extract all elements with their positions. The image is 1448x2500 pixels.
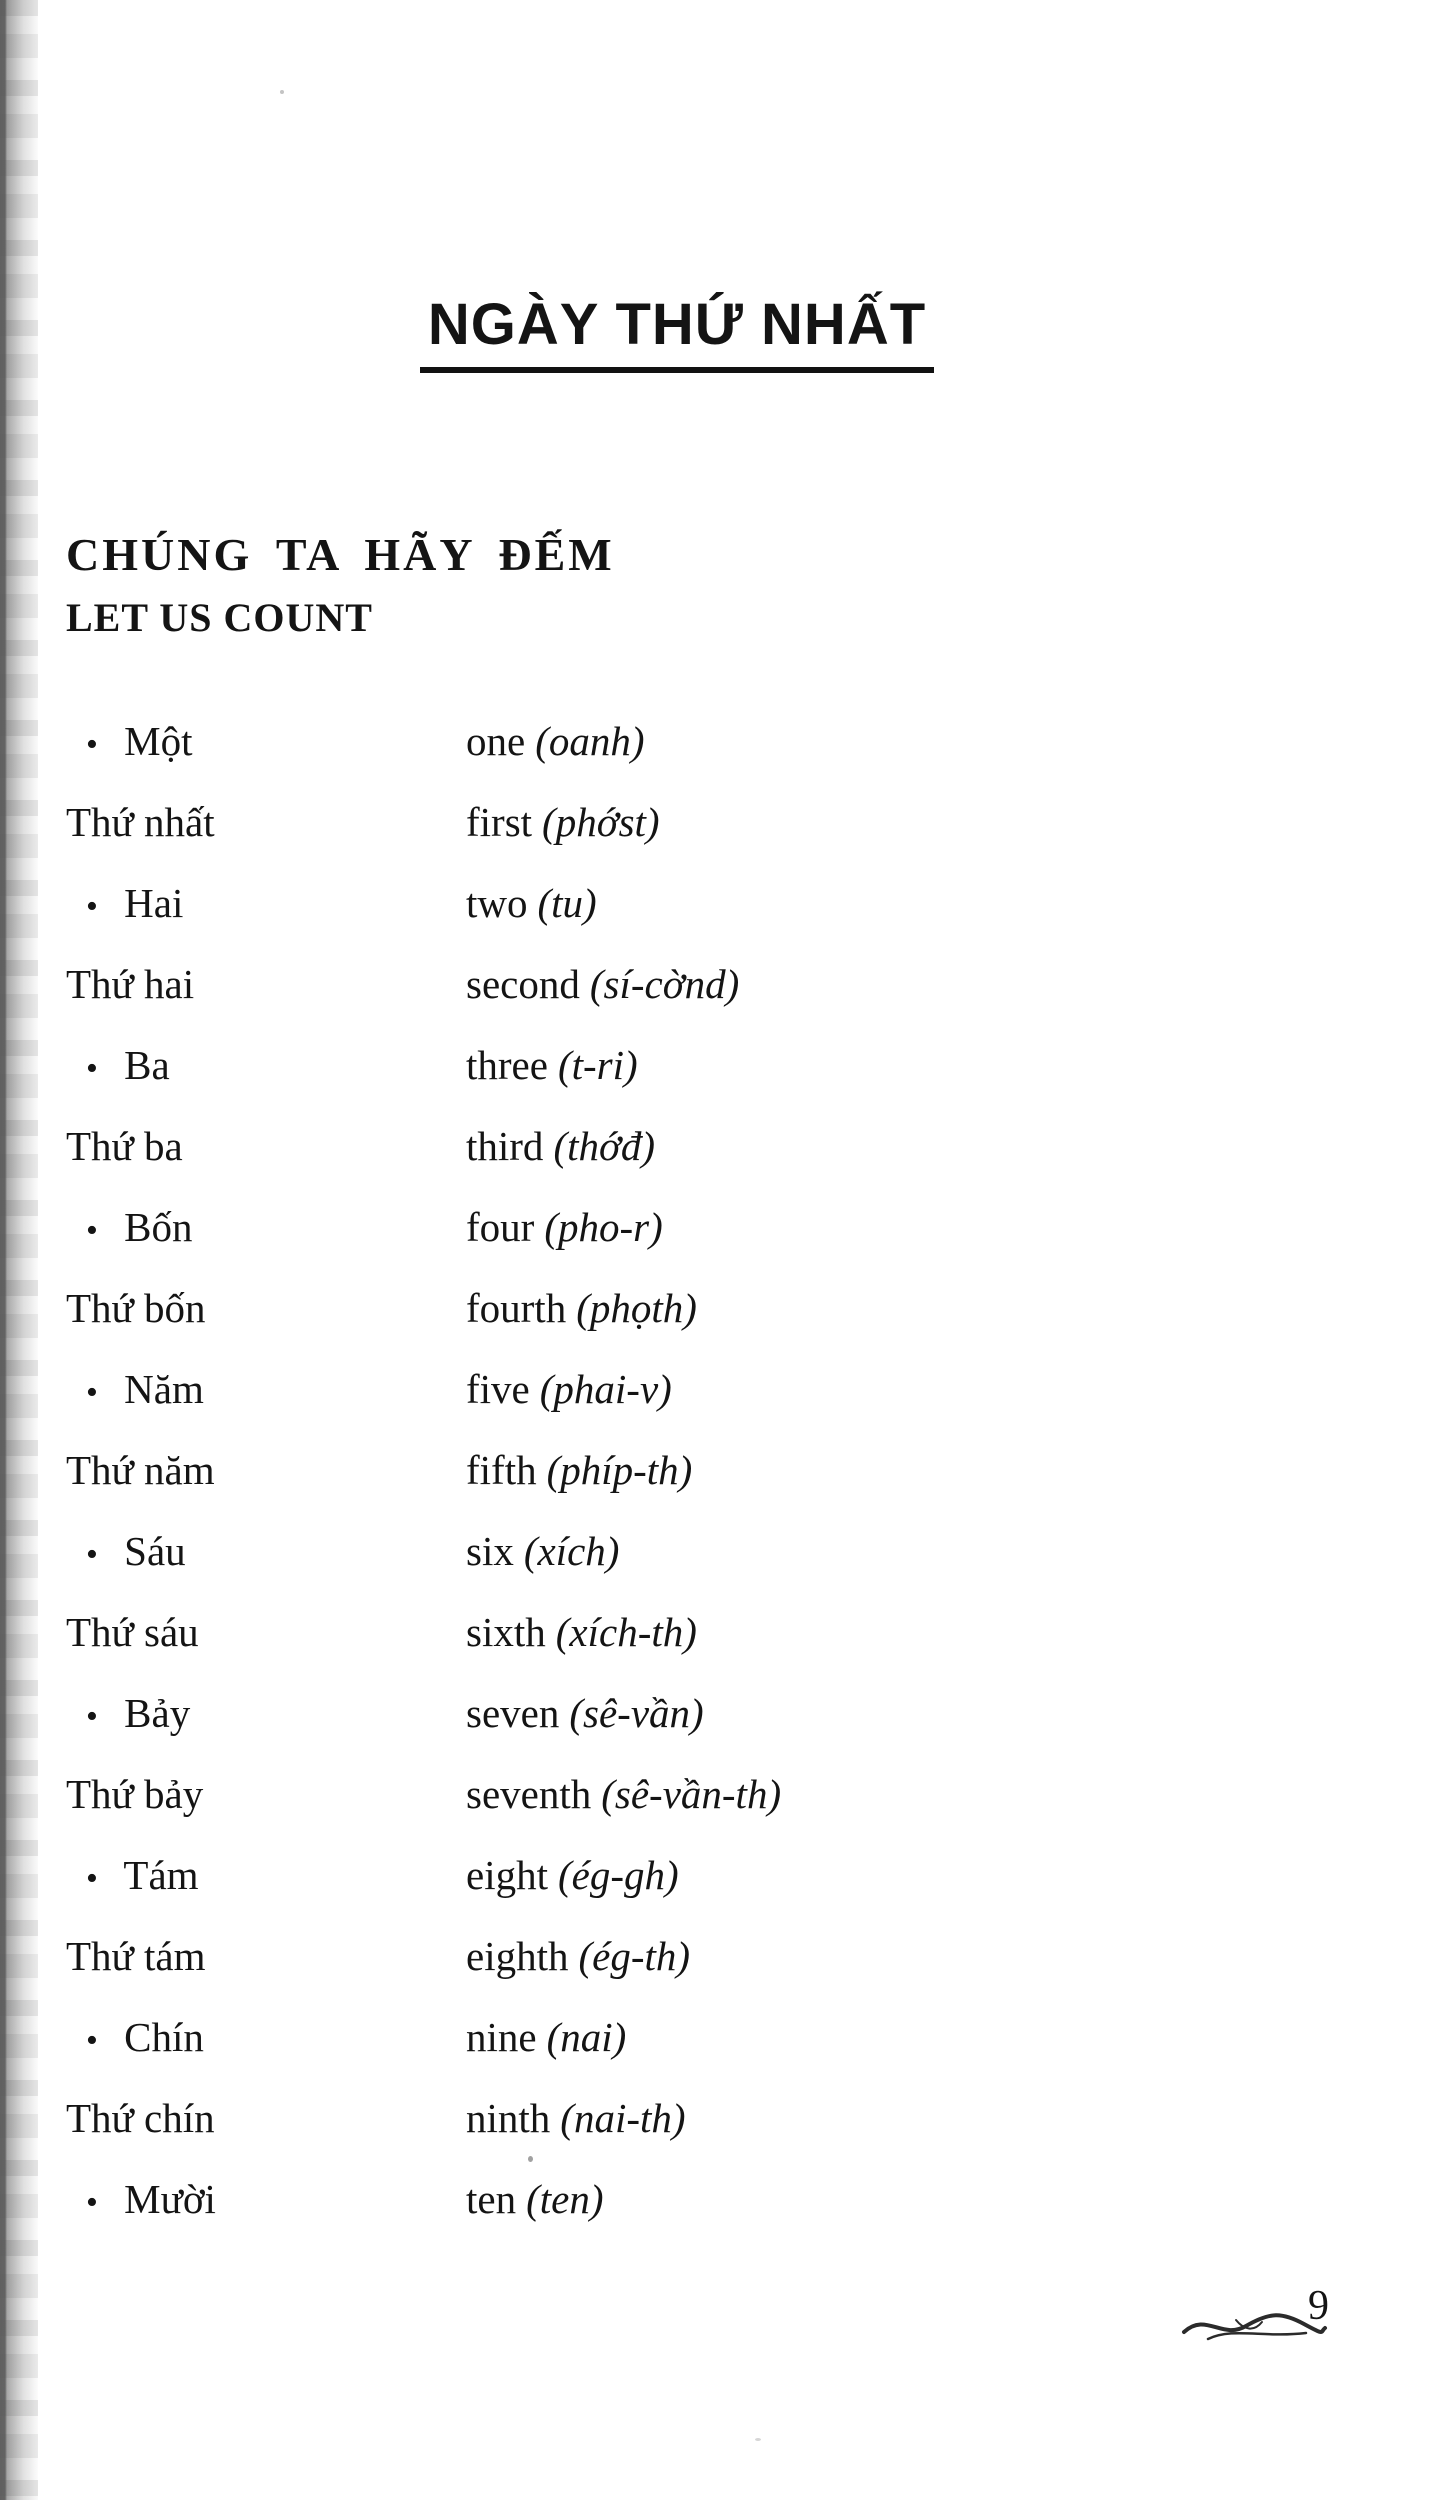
list-item (66, 1267, 1066, 1348)
list-item (66, 1996, 1066, 2077)
bullet-icon: • (86, 2022, 98, 2060)
list-item (66, 1024, 1066, 1105)
vietnamese-column (66, 960, 466, 1008)
vietnamese-word: Thứ chín (66, 2094, 215, 2141)
english-column (466, 717, 645, 765)
vietnamese-word: Thứ hai (66, 960, 195, 1007)
vietnamese-column (66, 1041, 466, 1089)
pronunciation: (phớst) (542, 798, 660, 845)
english-word: eighth (466, 1932, 569, 1979)
vietnamese-word: Thứ tám (66, 1932, 206, 1979)
vietnamese-column (66, 1365, 466, 1413)
pronunciation: (sê-vần-th) (601, 1770, 782, 1817)
vietnamese-column (66, 1689, 466, 1737)
vietnamese-column (66, 2175, 466, 2223)
english-word: one (466, 717, 526, 764)
section-title-english: LET US COUNT (66, 595, 373, 640)
pronunciation: (nai-th) (560, 2094, 686, 2141)
english-column (466, 1689, 704, 1737)
english-word: seven (466, 1689, 560, 1736)
english-column (466, 1284, 697, 1332)
english-word: second (466, 960, 580, 1007)
pronunciation: (xích) (523, 1527, 620, 1574)
english-word: nine (466, 2013, 537, 2060)
vietnamese-word: Một (124, 717, 193, 764)
title-block (0, 292, 1354, 373)
english-column (466, 1608, 697, 1656)
bullet-icon: • (86, 726, 98, 764)
pronunciation: (phai-v) (539, 1365, 672, 1412)
list-item (66, 1105, 1066, 1186)
pronunciation: (phíp-th) (546, 1446, 693, 1493)
vietnamese-word: Sáu (124, 1527, 186, 1574)
list-item (66, 1348, 1066, 1429)
english-column (466, 1851, 679, 1899)
english-word: four (466, 1203, 535, 1250)
vietnamese-word: Thứ bốn (66, 1284, 206, 1331)
vietnamese-word: Thứ sáu (66, 1608, 199, 1655)
page-title: NGÀY THỨ NHẤT (420, 292, 934, 373)
bullet-icon: • (86, 1536, 98, 1574)
english-word: third (466, 1122, 544, 1169)
list-item (66, 1834, 1066, 1915)
vietnamese-word: Mười (124, 2175, 216, 2222)
bullet-icon: • (86, 888, 98, 926)
pronunciation: (tu) (537, 879, 597, 926)
list-item (66, 700, 1066, 781)
scan-edge-shadow (0, 0, 38, 2500)
list-item (66, 2077, 1066, 2158)
english-column (466, 2175, 604, 2223)
list-item (66, 1915, 1066, 1996)
list-item (66, 1510, 1066, 1591)
vietnamese-word: Năm (124, 1365, 204, 1412)
pronunciation: (phọth) (576, 1284, 697, 1331)
english-word: seventh (466, 1770, 592, 1817)
scan-speck (755, 2438, 761, 2441)
list-item (66, 1591, 1066, 1672)
pronunciation: (sê-vần) (569, 1689, 704, 1736)
bullet-icon: • (86, 1860, 98, 1898)
english-word: fourth (466, 1284, 567, 1331)
english-column (466, 1932, 690, 1980)
english-column (466, 1041, 638, 1089)
count-list (66, 700, 1066, 2239)
english-column (466, 1365, 672, 1413)
page-footer (1178, 2282, 1398, 2352)
page-number: 9 (1308, 2283, 1329, 2329)
vietnamese-word: Thứ năm (66, 1446, 215, 1493)
vietnamese-word: Bốn (124, 1203, 193, 1250)
vietnamese-word: Thứ bảy (66, 1770, 204, 1817)
list-item (66, 1672, 1066, 1753)
bullet-icon: • (86, 1212, 98, 1250)
english-word: sixth (466, 1608, 546, 1655)
bullet-icon: • (86, 2184, 98, 2222)
pronunciation: (t-ri) (557, 1041, 638, 1088)
vietnamese-word: Hai (124, 879, 184, 926)
pronunciation: (ég-th) (578, 1932, 691, 1979)
vietnamese-column (66, 1203, 466, 1251)
pronunciation: (ten) (526, 2175, 604, 2222)
pronunciation: (ég-gh) (557, 1851, 679, 1898)
vietnamese-column (66, 1527, 466, 1575)
english-column (466, 1203, 663, 1251)
vietnamese-column (66, 1851, 466, 1899)
english-word: fifth (466, 1446, 537, 1493)
vietnamese-column (66, 1932, 466, 1980)
english-word: six (466, 1527, 514, 1574)
vietnamese-column (66, 1122, 466, 1170)
vietnamese-word: Tám (123, 1851, 199, 1898)
english-word: three (466, 1041, 548, 1088)
vietnamese-column (66, 2013, 466, 2061)
vietnamese-word: Ba (124, 1041, 170, 1088)
english-column (466, 1527, 619, 1575)
bullet-icon: • (86, 1698, 98, 1736)
english-column (466, 2094, 686, 2142)
pronunciation: (thớđ) (553, 1122, 656, 1169)
english-column (466, 960, 739, 1008)
bullet-icon: • (86, 1374, 98, 1412)
english-column (466, 2013, 626, 2061)
list-item (66, 1429, 1066, 1510)
vietnamese-word: Thứ nhất (66, 798, 215, 845)
english-column (466, 879, 597, 927)
bullet-icon: • (86, 1050, 98, 1088)
pronunciation: (oanh) (535, 717, 645, 764)
vietnamese-column (66, 1770, 466, 1818)
ink-flourish-icon (1178, 2296, 1328, 2348)
section-title-vietnamese: CHÚNG TA HÃY ĐẾM (66, 529, 615, 580)
english-word: two (466, 879, 528, 926)
english-word: first (466, 798, 533, 845)
vietnamese-column (66, 1608, 466, 1656)
english-column (466, 798, 660, 846)
vietnamese-column (66, 1446, 466, 1494)
list-item (66, 1753, 1066, 1834)
list-item (66, 2158, 1066, 2239)
english-word: ninth (466, 2094, 551, 2141)
pronunciation: (sí-cờnd) (589, 960, 740, 1007)
english-column (466, 1770, 781, 1818)
english-word: eight (466, 1851, 548, 1898)
list-item (66, 781, 1066, 862)
pronunciation: (pho-r) (544, 1203, 663, 1250)
english-column (466, 1122, 655, 1170)
scan-speck (528, 2156, 533, 2162)
list-item (66, 862, 1066, 943)
english-column (466, 1446, 692, 1494)
list-item (66, 943, 1066, 1024)
vietnamese-column (66, 1284, 466, 1332)
vietnamese-word: Thứ ba (66, 1122, 183, 1169)
vietnamese-column (66, 879, 466, 927)
english-word: ten (466, 2175, 517, 2222)
pronunciation: (xích-th) (555, 1608, 697, 1655)
vietnamese-word: Bảy (124, 1689, 191, 1736)
vietnamese-word: Chín (124, 2013, 204, 2060)
pronunciation: (nai) (546, 2013, 627, 2060)
vietnamese-column (66, 2094, 466, 2142)
vietnamese-column (66, 717, 466, 765)
vietnamese-column (66, 798, 466, 846)
list-item (66, 1186, 1066, 1267)
english-word: five (466, 1365, 530, 1412)
scan-speck (280, 90, 284, 94)
